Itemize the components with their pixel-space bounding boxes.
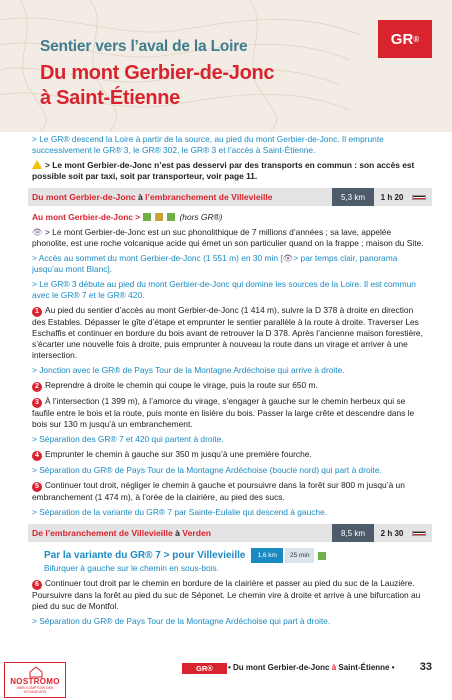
eye-icon: 👁 [282,253,294,263]
step-2: 2 Reprendre à droite le chemin qui coupe le virage, puis la route sur 650 m. [32,380,428,392]
start-location: Au mont Gerbier-de-Jonc > (hors GR®) [32,212,223,222]
page-kicker: Sentier vers l’aval de la Loire [40,38,248,55]
footer-gr-badge: GR® [182,663,227,674]
page-title-line2: à Saint-Étienne [40,87,180,109]
separation-note-4: > Séparation du GR® de Pays Tour de la Montagne Ardéchoise qui part à droite. [32,616,331,626]
difficulty-flag-icon [412,195,426,200]
gr-start-note: > Le GR® 3 débute au pied du mont Gerbier-de-Jonc qui domine les sources de la Loire. Il est commun avec le GR® 7 et le GR® 420. [32,279,416,300]
step-6: 6 Continuer tout droit par le chemin en bordure de la clairière et passer au pied du suc de la Lauzière. Poursuivre dans la forêt au pied du suc de Séponet. Le chemin vire à droite et arrive à une bifurcation au pied du suc de Montfol. [32,578,421,611]
step-number-3: 3 [32,398,42,408]
variant-subtitle: Bifurquer à gauche sur le chemin en sous-bois. [44,563,220,573]
variant-header [32,548,428,563]
page-footer [0,660,452,676]
footer-title: • Du mont Gerbier-de-Jonc à Saint-Étienne • [228,663,395,672]
section-distance: 8,5 km [332,524,374,542]
header-background [0,0,452,132]
section-duration: 1 h 20 [374,188,410,206]
section-header-2 [28,524,432,542]
variant-title: Par la variante du GR® 7 > pour Villevieille [44,550,246,561]
separation-note-3: > Séparation de la variante du GR® 7 par Sainte-Eulalie qui descend à gauche. [32,507,328,517]
house-icon [29,666,43,678]
step-1: 1 Au pied du sentier d’accès au mont Gerbier-de-Jonc (1 414 m), suivre la D 378 à droite en direction des Estables. Dépasser le gîte d’étape et emprunter le sentier parallèle à la route à droite. Traverser Les Eschaffis et continuer en bordure du bois avant de retrouver la D 378. Après l’ancienne maison forestière, s’écarter une nouvelle fois à droite, puis emprunter à nouveau la route dans un virage et arriver à une intersection. [32,305,423,360]
eye-icon: 👁 [32,227,45,237]
nostromo-watermark-logo: NOSTROMO WEB COMPTOIR DES VOYAGEURS [4,662,66,698]
junction-note: > Jonction avec le GR® de Pays Tour de la Montagne Ardéchoise qui arrive à droite. [32,365,345,375]
step-number-5: 5 [32,482,42,492]
warning-icon [32,160,42,169]
section-duration: 2 h 30 [374,524,410,542]
difficulty-flag-icon [412,531,426,536]
step-4: 4 Emprunter le chemin à gauche sur 350 m jusqu’à une première fourche. [32,449,428,461]
step-number-1: 1 [32,307,42,317]
step-5: 5 Continuer tout droit, négliger le chemin à gauche et poursuivre dans la forêt sur 800 m jusqu’à un embranchement (1 474 m), à l’orée de la clairière, au pied des sucs. [32,480,405,502]
section-title: De l’embranchement de Villevieille à Verden [32,527,211,538]
main-content [32,134,428,631]
restaurant-icon [155,213,163,221]
site-description: 👁 > Le mont Gerbier-de-Jonc est un suc phonolithique de 7 millions d’années ; sa lave, appelée phonolite, est une roche volcanique acide qui émet un son particulier quand on la frappe ; maison du Site. [32,227,424,248]
section-title: Du mont Gerbier-de-Jonc à l’embranchement de Villevieille [32,191,273,202]
variant-distance: 1,6 km [251,548,283,563]
bus-icon [167,213,175,221]
intro-paragraph: > Le GR® descend la Loire à partir de la source, au pied du mont Gerbier-de-Jonc. Il emprunte successivement le GR® 3, le GR® 302, le GR® 3 et l’accès à Saint-Étienne. [32,134,384,155]
step-3: 3 À l’intersection (1 399 m), à l’amorce du virage, s’engager à gauche sur le chemin herbeux qui se faufile entre le bois et la route, puis monte en lisière du bois. Passer la large crête et descendre dans le bois sur 130 m jusqu’à un embranchement. [32,396,415,429]
page-number: 33 [419,661,432,673]
separation-note-2: > Séparation du GR® de Pays Tour de la Montagne Ardéchoise (boucle nord) qui part à droite. [32,465,382,475]
separation-note-1: > Séparation des GR® 7 et 420 qui partent à droite. [32,434,224,444]
step-number-2: 2 [32,382,42,392]
shop-icon [143,213,151,221]
step-number-6: 6 [32,580,42,590]
variant-duration: 25 min [285,548,315,563]
section-distance: 5,3 km [332,188,374,206]
page-title-line1: Du mont Gerbier-de-Jonc [40,62,275,84]
gr-logo-badge: GR ® [378,20,432,58]
summit-access: > Accès au sommet du mont Gerbier-de-Jonc (1 551 m) en 30 min [👁> par temps clair, panorama jusqu’au mont Blanc]. [32,253,398,274]
shop-icon [318,552,326,560]
section-header-1 [28,188,432,206]
step-number-4: 4 [32,451,42,461]
transport-warning: > Le mont Gerbier-de-Jonc n’est pas desservi par des transports en commun : son accès est possible soit par taxi, soit par transporteur, voir page 11. [32,160,415,181]
